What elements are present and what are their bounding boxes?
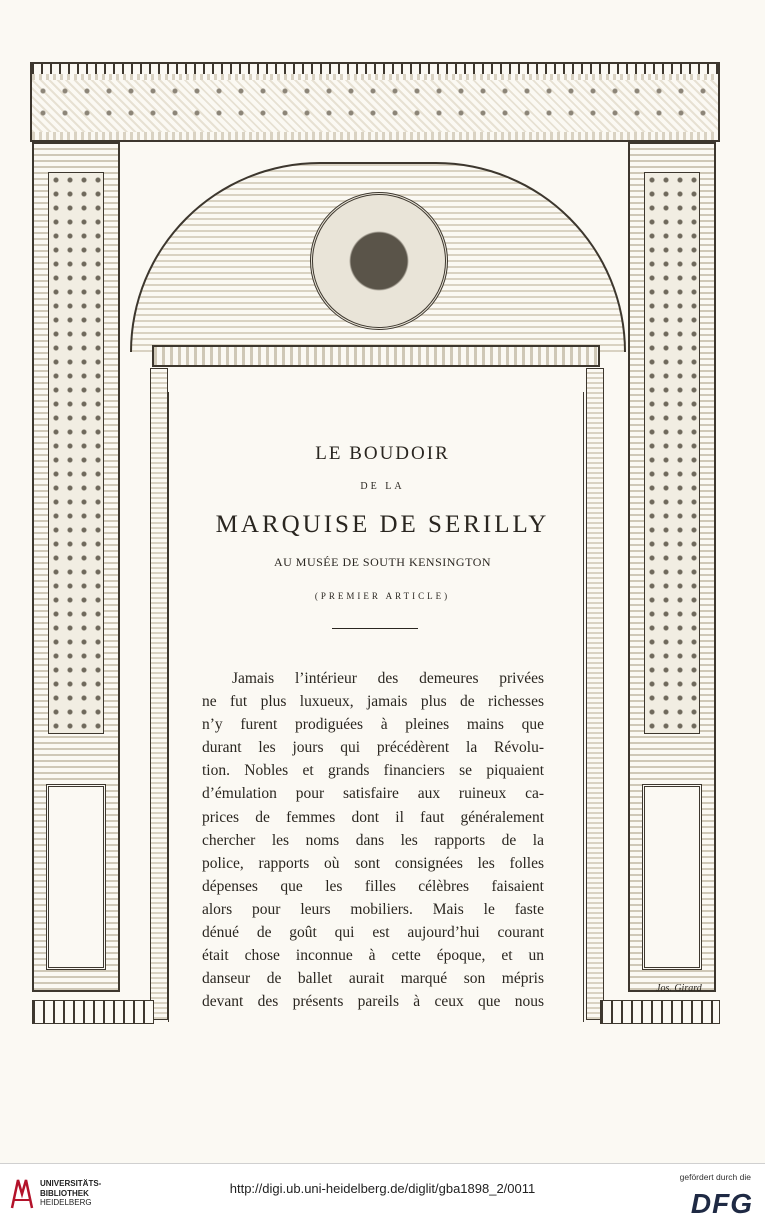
- frieze-scrollwork: [32, 80, 718, 132]
- article-title-connector: DE LA: [360, 481, 405, 492]
- door-lintel: [152, 345, 600, 367]
- body-line: ne fut plus luxueux, jamais plus de richesses: [202, 693, 544, 711]
- body-line: Jamais l’intérieur des demeures privées: [232, 670, 544, 687]
- body-line: était chose inconnue à cette époque, et un: [202, 947, 544, 965]
- right-door-jamb: [586, 368, 604, 1020]
- right-floor-fret: [600, 1000, 720, 1024]
- dfg-logo: DFG: [690, 1188, 753, 1219]
- library-name: UNIVERSITÄTS- BIBLIOTHEK HEIDELBERG: [40, 1179, 102, 1207]
- title-rule: [332, 628, 418, 629]
- body-line: prices de femmes dont il faut généralement: [202, 808, 544, 826]
- article-part-note: (PREMIER ARTICLE): [314, 591, 451, 601]
- article-subtitle: AU MUSÉE DE SOUTH KENSINGTON: [273, 555, 492, 569]
- body-line: danseur de ballet aurait marqué son mépris: [202, 970, 544, 988]
- body-line: devant des présents pareils à ceux que nous: [202, 993, 544, 1011]
- body-line: durant les jours qui précédèrent la Révolu-: [202, 739, 544, 757]
- frieze-border: [32, 64, 718, 74]
- body-line: n’y furent prodiguées à pleines mains que: [202, 716, 544, 734]
- body-line: police, rapports où sont consignées les folles: [202, 854, 544, 872]
- body-line: alors pour leurs mobiliers. Mais le faste: [202, 900, 544, 918]
- page-footer: [0, 1163, 765, 1224]
- body-line: dépenses que les filles célèbres faisaient: [202, 877, 544, 895]
- left-door-jamb: [150, 368, 168, 1020]
- article-title-main: MARQUISE DE SERILLY: [215, 511, 550, 538]
- body-line: chercher les noms dans les rapports de la: [202, 831, 544, 849]
- left-floor-fret: [32, 1000, 154, 1024]
- permalink[interactable]: http://digi.ub.uni-heidelberg.de/diglit/gba1898_2/0011: [229, 1181, 536, 1196]
- body-line: dénué de goût qui est aujourd’hui courant: [202, 924, 544, 942]
- body-line: d’émulation pour satisfaire aux ruineux ca-: [202, 785, 544, 803]
- article-title: LE BOUDOIR: [315, 443, 450, 464]
- left-wall-panel: [46, 784, 106, 970]
- body-line: tion. Nobles et grands financiers se piquaient: [202, 762, 544, 780]
- right-wall-panel: [642, 784, 702, 970]
- article-body: [202, 667, 544, 1013]
- sponsor-text: gefördert durch die: [679, 1172, 751, 1182]
- engraver-signature: Jos. Girard: [656, 983, 702, 994]
- medallion-three-graces: [310, 192, 448, 330]
